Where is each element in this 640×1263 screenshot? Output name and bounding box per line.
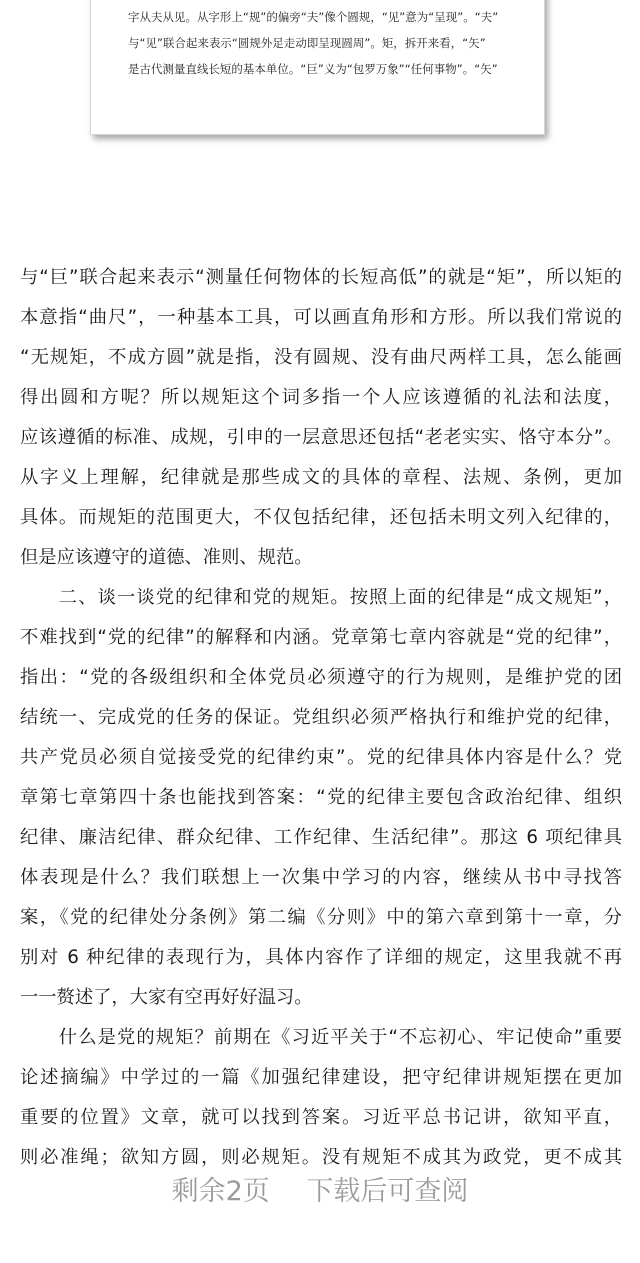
text-line: 具体。而规矩的范围更大，不仅包括纪律，还包括未明文列入纪律的， [20, 507, 622, 528]
text-line: 案，《党的纪律处分条例》第二编《分则》中的第六章到第十一章，分 [20, 907, 622, 928]
text-line: 不难找到“党的纪律”的解释和内涵。党章第七章内容就是“党的纪律”， [20, 627, 622, 648]
quote-card [90, 0, 545, 135]
quote-line: 与“见”联合起来表示“圆规外足走动即呈现圆周”。矩，拆开来看，“矢” [128, 36, 486, 50]
text-line: 别对 6 种纪律的表现行为，具体内容作了详细的规定，这里我就不再 [20, 947, 622, 968]
text-line: 指出：“党的各级组织和全体党员必须遵守的行为规则，是维护党的团 [20, 667, 622, 688]
text-line: 体表现是什么？我们联想上一次集中学习的内容，继续从书中寻找答 [20, 867, 622, 888]
text-line: 则必准绳；欲知方圆，则必规矩。没有规矩不成其为政党，更不成其 [20, 1147, 622, 1168]
remaining-pages-label[interactable]: 剩余2页 [171, 1176, 270, 1207]
quote-line: 是古代测量直线长短的基本单位。“巨”义为“包罗万象”“任何事物”。“矢” [128, 62, 498, 76]
text-line: 得出圆和方呢？所以规矩这个词多指一个人应该遵循的礼法和法度， [20, 387, 622, 408]
text-line: 重要的位置》文章，就可以找到答案。习近平总书记讲，欲知平直， [20, 1107, 622, 1128]
article-body [20, 258, 622, 1178]
text-line: 章第七章第四十条也能找到答案：“党的纪律主要包含政治纪律、组织 [20, 787, 622, 808]
text-line: 一一赘述了，大家有空再好好温习。 [20, 987, 313, 1008]
text-line: 二、谈一谈党的纪律和党的规矩。按照上面的纪律是“成文规矩”， [20, 587, 622, 608]
text-line: 共产党员必须自觉接受党的纪律约束”。党的纪律具体内容是什么？党 [20, 747, 622, 768]
text-line: 论述摘编》中学过的一篇《加强纪律建设，把守纪律讲规矩摆在更加 [20, 1067, 622, 1088]
text-line: “无规矩，不成方圆”就是指，没有圆规、没有曲尺两样工具，怎么能画 [20, 347, 622, 368]
quote-line: 字从夫从见。从字形上“规”的偏旁“夫”像个圆规，“见”意为“呈现”。“夫” [128, 10, 499, 24]
download-prompt-bar[interactable] [0, 1172, 640, 1212]
text-line: 与“巨”联合起来表示“测量任何物体的长短高低”的就是“矩”，所以矩的 [20, 267, 622, 288]
text-line: 什么是党的规矩？前期在《习近平关于“不忘初心、牢记使命”重要 [20, 1027, 622, 1048]
download-to-view-label[interactable]: 下载后可查阅 [306, 1176, 469, 1207]
text-line: 结统一、完成党的任务的保证。党组织必须严格执行和维护党的纪律， [20, 707, 622, 728]
text-line: 应该遵循的标准、成规，引申的一层意思还包括“老老实实、恪守本分”。 [20, 427, 622, 448]
text-line: 纪律、廉洁纪律、群众纪律、工作纪律、生活纪律”。那这 6 项纪律具 [20, 827, 622, 848]
text-line: 但是应该遵守的道德、准则、规范。 [20, 547, 313, 568]
text-line: 从字义上理解，纪律就是那些成文的具体的章程、法规、条例，更加 [20, 467, 622, 488]
text-line: 本意指“曲尺”，一种基本工具，可以画直角形和方形。所以我们常说的 [20, 307, 622, 328]
